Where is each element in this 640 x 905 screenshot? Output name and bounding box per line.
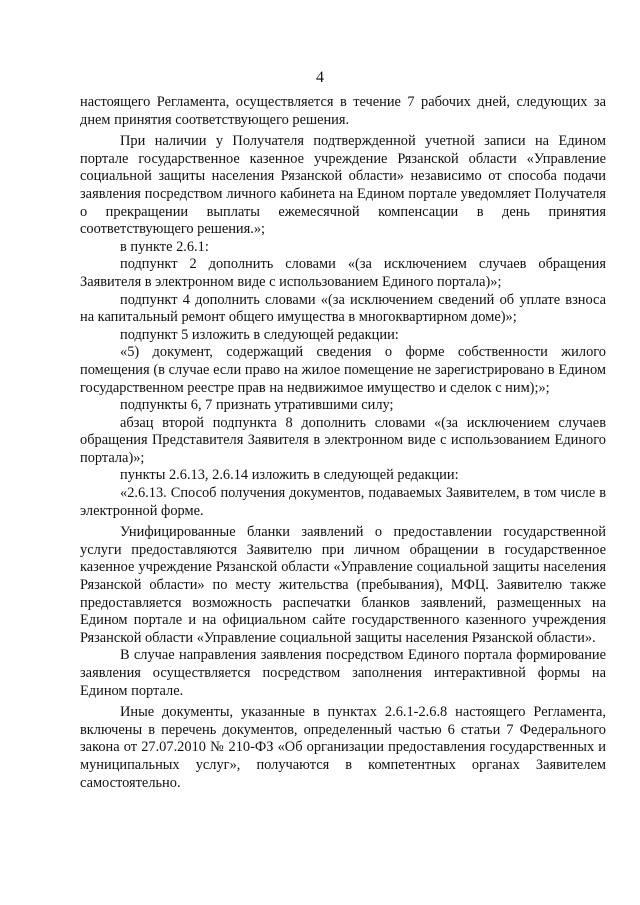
page-number: 4 xyxy=(316,69,324,86)
paragraph-2: При наличии у Получателя подтвержденной учетной записи на Едином портале государственное казенное учреждение Рязанской области «Управление социальной защиты населения Рязанской области» независимо от способа подачи заявления посредством личного кабинета на Едином портале уведомляет Получателя о прекращении выплаты ежемесячной компенсации в день принятия соответствующего решения.»; xyxy=(80,133,606,238)
paragraph-9: абзац второй подпункта 8 дополнить словами «(за исключением случаев обращения Представителя Заявителя в электронном виде с использованием Единого портала)»; xyxy=(80,414,606,466)
paragraph-13: В случае направления заявления посредством Единого портала формирование заявления осуществляется посредством заполнения интерактивной формы на Едином портале. xyxy=(80,647,606,699)
paragraph-6: подпункт 5 изложить в следующей редакции: xyxy=(120,326,399,343)
paragraph-1: настоящего Регламента, осуществляется в течение 7 рабочих дней, следующих за днем принятия соответствующего решения. xyxy=(80,94,606,128)
paragraph-11: «2.6.13. Способ получения документов, подаваемых Заявителем, в том числе в электронной форме. xyxy=(80,485,606,519)
paragraph-5: подпункт 4 дополнить словами «(за исключением сведений об уплате взноса на капитальный ремонт общего имущества в многоквартирном доме)»; xyxy=(80,291,606,326)
paragraph-3: в пункте 2.6.1: xyxy=(120,238,209,255)
paragraph-4: подпункт 2 дополнить словами «(за исключением случаев обращения Заявителя в электронном виде с использованием Единого портала)»; xyxy=(80,256,606,290)
paragraph-14: Иные документы, указанные в пунктах 2.6.1-2.6.8 настоящего Регламента, включены в перечень документов, определенный частью 6 статьи 7 Федерального закона от 27.07.2010 № 210-ФЗ «Об организации предоставления государственных и муниципальных услуг», получаются в компетентных органах Заявителем самостоятельно. xyxy=(80,704,606,791)
paragraph-7: «5) документ, содержащий сведения о форме собственности жилого помещения (в случае если право на жилое помещение не зарегистрировано в Едином государственном реестре прав на недвижимое имущество и сделок с ним);»; xyxy=(80,344,606,396)
paragraph-12: Унифицированные бланки заявлений о предоставлении государственной услуги предоставляются Заявителю при личном обращении в государственное казенное учреждение Рязанской области «Управление социальной защиты населения Рязанской области» по месту жительства (пребывания), МФЦ. Заявителю также предоставляется возможность распечатки бланков заявлений, размещенных на Едином портале и на официальном сайте государственного казенного учреждения Рязанской области «Управление социальной защиты населения Рязанской области». xyxy=(80,524,606,646)
paragraph-10: пункты 2.6.13, 2.6.14 изложить в следующей редакции: xyxy=(120,467,459,484)
paragraph-8: подпункты 6, 7 признать утратившими силу; xyxy=(120,397,394,414)
document-body xyxy=(80,94,606,792)
